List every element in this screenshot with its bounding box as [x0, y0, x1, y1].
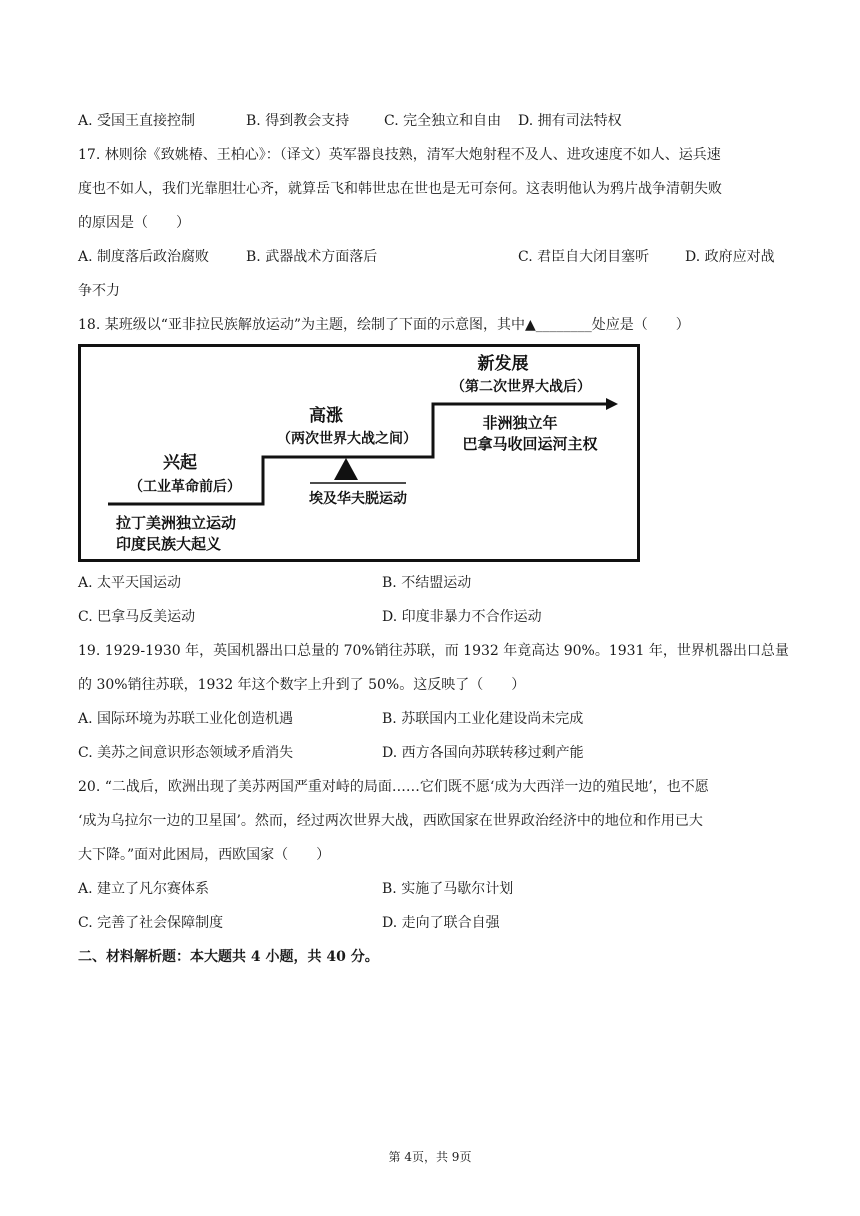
liberation-movement-diagram [78, 344, 640, 562]
q17-option-a: A. 制度落后政治腐败 [78, 249, 210, 265]
section-2-heading: 二、材料解析题：本大题共 4 小题，共 40 分。 [78, 949, 379, 965]
q17-stem-line1: 17. 林则徐《致姚椿、王柏心》：（译文）英军器良技熟，清军大炮射程不及人、进攻速度不如人、运兵速 [78, 147, 721, 163]
q17-option-b: B. 武器战术方面落后 [246, 249, 378, 265]
q19-option-d: D. 西方各国向苏联转移过剩产能 [382, 745, 584, 761]
q18-option-c: C. 巴拿马反美运动 [78, 609, 196, 625]
q20-option-b: B. 实施了马歇尔计划 [382, 881, 514, 897]
q16-option-c: C. 完全独立和自由 [384, 113, 502, 129]
stage2-subtitle: （两次世界大战之间） [277, 431, 417, 447]
q20-stem-line2: ‘成为乌拉尔一边的卫星国’。然而，经过两次世界大战，西欧国家在世界政治经济中的地位和作用已大 [78, 813, 703, 829]
q19-stem-line2: 的 30%销往苏联，1932 年这个数字上升到了 50%。这反映了（ ） [78, 677, 526, 693]
stage3-item-africa-year: 非洲独立年 [482, 414, 558, 432]
page-footer: 第 4页，共 9页 [388, 1150, 472, 1164]
stage1-title: 兴起 [163, 453, 197, 473]
q18-stem: 18. 某班级以“亚非拉民族解放运动”为主题，绘制了下面的示意图，其中▲________处应是（ ） [78, 317, 690, 333]
q17-option-c: C. 君臣自大闭目塞听 [518, 249, 650, 265]
stage3-title: 新发展 [477, 354, 529, 374]
q19-stem-line1: 19. 1929-1930 年，英国机器出口总量的 70%销往苏联，而 1932 年竟高达 90%。1931 年，世界机器出口总量 [78, 643, 789, 659]
q17-option-d: D. 政府应对战 [685, 249, 775, 265]
q20-option-c: C. 完善了社会保障制度 [78, 915, 224, 931]
q17-stem-line2: 度也不如人，我们光靠胆壮心齐，就算岳飞和韩世忠在世也是无可奈何。这表明他认为鸦片战争清朝失败 [78, 181, 722, 197]
q20-stem-line1: 20. “二战后，欧洲出现了美苏两国严重对峙的局面……它们既不愿‘成为大西洋一边的殖民地’，也不愿 [78, 779, 709, 795]
stage2-title: 高涨 [309, 406, 343, 426]
stage1-item-india: 印度民族大起义 [116, 535, 222, 553]
q16-option-d: D. 拥有司法特权 [518, 113, 622, 129]
q20-stem-line3: 大下降。”面对此困局，西欧国家（ ） [78, 847, 331, 863]
stage3-item-panama: 巴拿马收回运河主权 [462, 435, 598, 453]
q18-option-d: D. 印度非暴力不合作运动 [382, 609, 542, 625]
q16-option-b: B. 得到教会支持 [246, 113, 350, 129]
q18-option-a: A. 太平天国运动 [78, 575, 182, 591]
q19-option-c: C. 美苏之间意识形态领域矛盾消失 [78, 745, 294, 761]
q20-option-a: A. 建立了凡尔赛体系 [78, 881, 210, 897]
q20-option-d: D. 走向了联合自强 [382, 915, 500, 931]
q17-stem-line3: 的原因是（ ） [78, 215, 190, 231]
q18-option-b: B. 不结盟运动 [382, 575, 472, 591]
q19-option-b: B. 苏联国内工业化建设尚未完成 [382, 711, 584, 727]
q16-option-a: A. 受国王直接控制 [78, 113, 196, 129]
stage2-item-egypt: 埃及华夫脱运动 [309, 491, 407, 507]
q19-option-a: A. 国际环境为苏联工业化创造机遇 [78, 711, 294, 727]
stage3-subtitle: （第二次世界大战后） [451, 379, 591, 395]
stage1-item-latin-america: 拉丁美洲独立运动 [116, 514, 237, 532]
stage1-subtitle: （工业革命前后） [129, 479, 241, 495]
q17-option-d-continued: 争不力 [78, 283, 120, 299]
